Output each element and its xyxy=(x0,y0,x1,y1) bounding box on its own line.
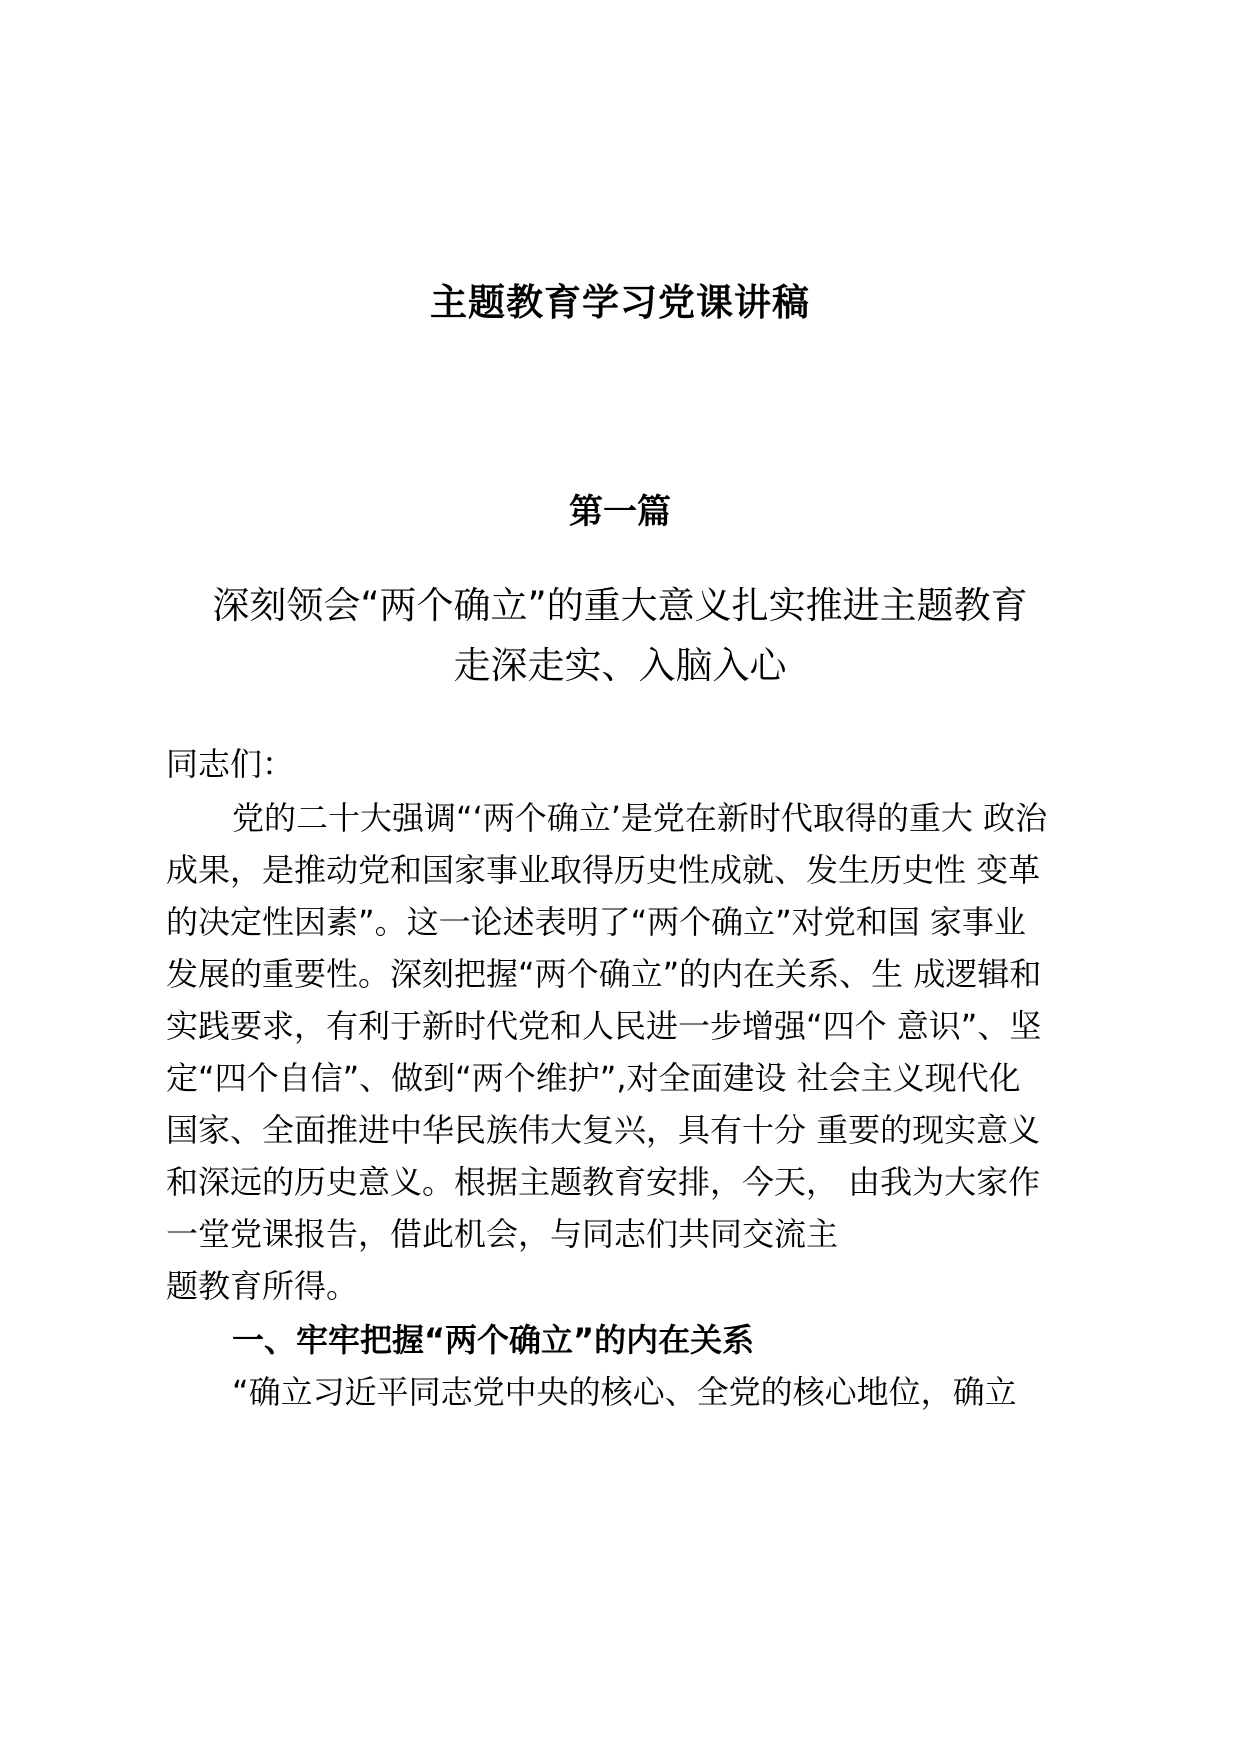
subtitle-line: 深刻领会“两个确立”的重大意义扎实推进主题教育 xyxy=(212,584,1028,627)
paragraph-line: 实践要求，有利于新时代党和人民进一步增强“四个 意识”、坚 xyxy=(166,1007,1042,1045)
section-heading: 一、牢牢把握“两个确立”的内在关系 xyxy=(232,1321,755,1359)
paragraph-line: 定“四个自信”、做到“两个维护”,对全面建设 社会主义现代化 xyxy=(166,1059,1021,1097)
salutation: 同志们： xyxy=(166,745,295,783)
paragraph-line: 和深远的历史意义。根据主题教育安排，今天， 由我为大家作 xyxy=(166,1163,1041,1201)
subtitle-line: 走深走实、入脑入心 xyxy=(453,644,787,687)
paragraph-line: 党的二十大强调“‘两个确立’是党在新时代取得的重大 政治 xyxy=(232,799,1048,837)
paragraph-line: 一堂党课报告，借此机会，与同志们共同交流主 xyxy=(166,1215,839,1253)
document-title: 主题教育学习党课讲稿 xyxy=(430,281,810,324)
chapter-title: 第一篇 xyxy=(569,492,671,532)
paragraph-line: 发展的重要性。深刻把握“两个确立”的内在关系、生 成逻辑和 xyxy=(166,955,1042,993)
section-text-line: “确立习近平同志党中央的核心、全党的核心地位，确立 xyxy=(232,1373,1017,1411)
paragraph-line: 的决定性因素”。这一论述表明了“两个确立”对党和国 家事业 xyxy=(166,903,1026,941)
paragraph-line: 国家、全面推进中华民族伟大复兴，具有十分 重要的现实意义 xyxy=(166,1111,1041,1149)
paragraph-line: 题教育所得。 xyxy=(166,1267,359,1305)
paragraph-line: 成果，是推动党和国家事业取得历史性成就、发生历史性 变革 xyxy=(166,851,1041,889)
